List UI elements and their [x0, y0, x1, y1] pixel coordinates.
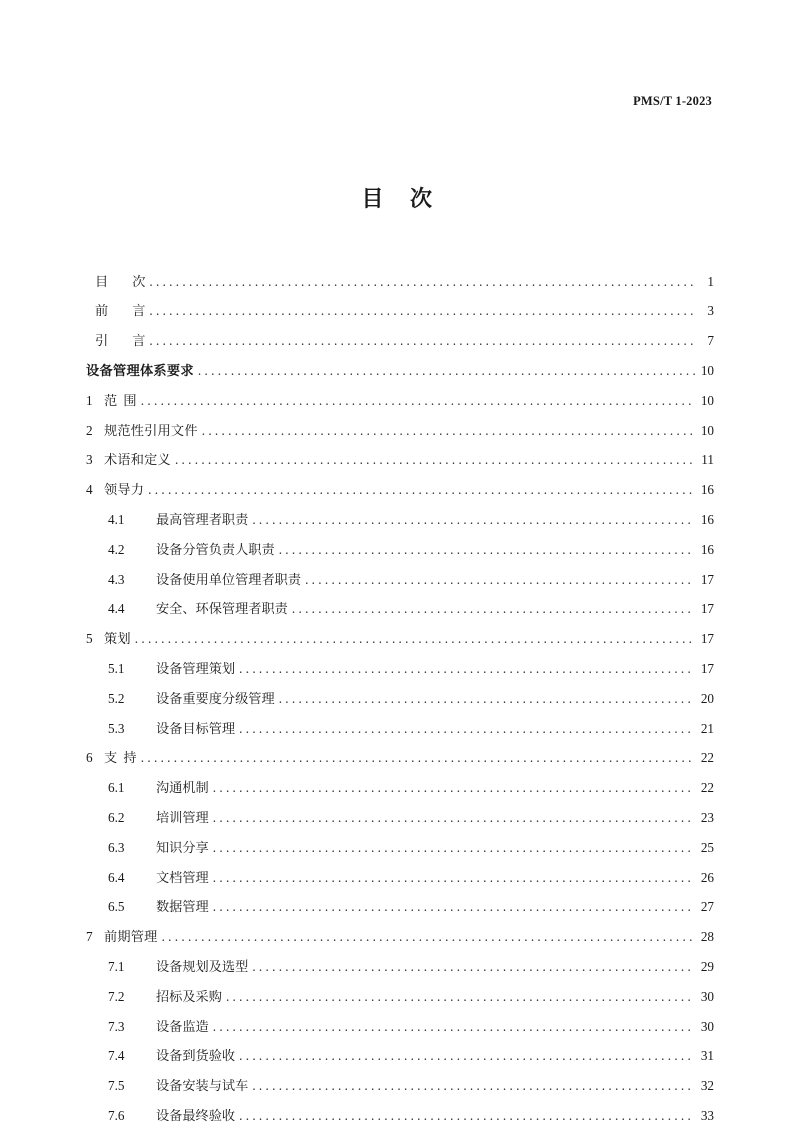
page-title: [0, 182, 794, 213]
toc-entry-page-number: 16: [700, 482, 714, 498]
toc-entry[interactable]: [86, 884, 714, 914]
toc-entry-page-number: 30: [700, 1018, 714, 1034]
toc-dot-leader: [292, 602, 695, 615]
toc-entry-number: 6.1: [108, 780, 125, 796]
toc-entry[interactable]: [86, 526, 714, 556]
toc-entry-label: 设备安装与试车: [156, 1078, 249, 1094]
toc-dot-leader: [135, 632, 695, 645]
toc-entry-label: 设备管理策划: [156, 660, 236, 676]
toc-entry-label-part-a: 前: [95, 303, 109, 319]
toc-entry-page-number: 16: [700, 511, 714, 527]
toc-dot-leader: [239, 662, 695, 675]
toc-entry-number: 5.3: [108, 720, 125, 736]
table-of-contents: [86, 258, 714, 1122]
toc-entry-number: 1: [86, 392, 93, 408]
toc-dot-leader: [239, 722, 695, 735]
toc-entry[interactable]: [86, 586, 714, 616]
toc-entry-label: 设备重要度分级管理: [156, 690, 275, 706]
toc-entry-label: [95, 304, 145, 317]
toc-entry[interactable]: [86, 943, 714, 973]
toc-entry-label-part-a: 目: [95, 273, 109, 289]
toc-entry-number: 7.1: [108, 958, 125, 974]
toc-dot-leader: [149, 304, 695, 317]
toc-entry-page-number: 22: [700, 780, 714, 796]
toc-entry-label-part-b: 持: [123, 750, 137, 766]
toc-entry-label: 设备管理体系要求: [86, 362, 194, 378]
toc-entry[interactable]: [86, 824, 714, 854]
toc-entry-label: 设备规划及选型: [156, 958, 249, 974]
toc-entry[interactable]: [86, 675, 714, 705]
toc-entry-page-number: 3: [707, 303, 714, 319]
toc-dot-leader: [279, 543, 695, 556]
toc-entry-label: 数据管理: [156, 899, 209, 915]
toc-entry-page-number: 32: [700, 1078, 714, 1094]
toc-dot-leader: [252, 1079, 695, 1092]
toc-entry-number: 6.2: [108, 809, 125, 825]
toc-entry-label: [104, 751, 137, 764]
toc-entry-label: 最高管理者职责: [156, 511, 249, 527]
toc-entry-page-number: 10: [700, 392, 714, 408]
toc-entry[interactable]: [86, 1003, 714, 1033]
toc-entry-page-number: 10: [700, 422, 714, 438]
toc-entry-page-number: 7: [707, 333, 714, 349]
toc-entry-page-number: 10: [700, 362, 714, 378]
toc-entry-page-number: 1: [707, 273, 714, 289]
toc-dot-leader: [141, 394, 695, 407]
toc-entry-number: 4.2: [108, 541, 125, 557]
toc-dot-leader: [226, 990, 695, 1003]
toc-entry-label: 策划: [104, 631, 131, 647]
toc-entry-label: 设备分管负责人职责: [156, 541, 275, 557]
toc-entry-number: 4: [86, 482, 93, 498]
toc-entry-page-number: 27: [700, 899, 714, 915]
toc-entry-label: 安全、环保管理者职责: [156, 601, 288, 617]
toc-entry-label-part-a: 引: [95, 333, 109, 349]
toc-entry-page-number: 23: [700, 809, 714, 825]
standard-code-header: PMS/T 1-2023: [633, 94, 712, 108]
toc-entry-number: 5.2: [108, 690, 125, 706]
toc-dot-leader: [148, 483, 695, 496]
toc-entry-label: 知识分享: [156, 839, 209, 855]
toc-entry-page-number: 28: [700, 929, 714, 945]
toc-entry-label: 前期管理: [104, 929, 158, 945]
toc-entry-number: 6.3: [108, 839, 125, 855]
toc-entry[interactable]: [86, 914, 714, 944]
toc-entry[interactable]: [86, 496, 714, 526]
toc-entry-number: 5.1: [108, 660, 125, 676]
toc-entry-label: 设备监造: [156, 1018, 209, 1034]
toc-entry-label: 文档管理: [156, 869, 209, 885]
toc-dot-leader: [162, 930, 695, 943]
toc-entry-page-number: 21: [700, 720, 714, 736]
toc-dot-leader: [141, 751, 695, 764]
toc-entry[interactable]: [86, 735, 714, 765]
toc-dot-leader: [239, 1049, 695, 1062]
toc-entry[interactable]: [86, 1092, 714, 1122]
toc-entry[interactable]: [86, 556, 714, 586]
toc-entry-number: 4.1: [108, 511, 125, 527]
toc-dot-leader: [149, 275, 695, 288]
toc-dot-leader: [149, 334, 695, 347]
toc-entry-label: 设备目标管理: [156, 720, 236, 736]
toc-entry-page-number: 25: [700, 839, 714, 855]
toc-entry[interactable]: [86, 258, 714, 288]
toc-entry-number: 5: [86, 631, 93, 647]
toc-entry[interactable]: [86, 437, 714, 467]
toc-entry[interactable]: [86, 407, 714, 437]
toc-dot-leader: [213, 781, 695, 794]
toc-entry[interactable]: [86, 765, 714, 795]
toc-entry-label: 沟通机制: [156, 780, 209, 796]
toc-entry-page-number: 26: [700, 869, 714, 885]
toc-entry[interactable]: [86, 705, 714, 735]
page-title-char-2: 次: [410, 186, 433, 211]
toc-dot-leader: [213, 1020, 695, 1033]
toc-dot-leader: [213, 841, 695, 854]
toc-entry-label: [95, 275, 145, 288]
page-title-char-1: 目: [361, 186, 384, 211]
toc-entry[interactable]: [86, 1033, 714, 1063]
toc-entry-number: 7.3: [108, 1018, 125, 1034]
toc-entry[interactable]: [86, 467, 714, 497]
toc-entry-number: 4.3: [108, 571, 125, 587]
toc-dot-leader: [213, 811, 695, 824]
toc-dot-leader: [175, 453, 695, 466]
toc-entry[interactable]: [86, 794, 714, 824]
toc-entry-number: 4.4: [108, 601, 125, 617]
toc-entry-number: 6.4: [108, 869, 125, 885]
toc-entry[interactable]: [86, 616, 714, 646]
toc-dot-leader: [252, 960, 695, 973]
toc-dot-leader: [202, 424, 695, 437]
toc-entry-number: 7.6: [108, 1107, 125, 1123]
toc-entry[interactable]: [86, 318, 714, 348]
toc-entry-label: [104, 394, 137, 407]
toc-entry-label: 设备到货验收: [156, 1048, 236, 1064]
toc-entry[interactable]: [86, 288, 714, 318]
toc-dot-leader: [213, 900, 695, 913]
toc-entry-page-number: 17: [700, 601, 714, 617]
toc-dot-leader: [305, 573, 695, 586]
toc-entry[interactable]: [86, 347, 714, 377]
toc-dot-leader: [239, 1109, 695, 1122]
toc-entry-label-part-a: 支: [104, 750, 118, 766]
toc-entry-label: 培训管理: [156, 809, 209, 825]
toc-entry-label: 领导力: [104, 482, 145, 498]
toc-entry-page-number: 20: [700, 690, 714, 706]
toc-entry-label-part-a: 范: [104, 392, 118, 408]
toc-entry-page-number: 11: [701, 452, 714, 468]
toc-entry[interactable]: [86, 973, 714, 1003]
toc-entry-number: 6.5: [108, 899, 125, 915]
toc-entry-page-number: 17: [700, 660, 714, 676]
toc-dot-leader: [198, 364, 695, 377]
toc-entry-label: 术语和定义: [104, 452, 171, 468]
toc-entry-label-part-b: 围: [123, 392, 137, 408]
toc-entry[interactable]: [86, 377, 714, 407]
toc-entry-number: 7.4: [108, 1048, 125, 1064]
toc-dot-leader: [252, 513, 695, 526]
toc-entry-page-number: 30: [700, 988, 714, 1004]
toc-entry-label: [95, 334, 145, 347]
toc-entry-number: 7.5: [108, 1078, 125, 1094]
toc-dot-leader: [213, 871, 695, 884]
toc-entry-number: 2: [86, 422, 93, 438]
toc-entry-label-part-b: 次: [132, 273, 146, 289]
toc-entry-page-number: 17: [700, 631, 714, 647]
toc-entry[interactable]: [86, 1063, 714, 1093]
toc-entry-label: 设备使用单位管理者职责: [156, 571, 302, 587]
toc-entry-page-number: 22: [700, 750, 714, 766]
toc-entry-label: 设备最终验收: [156, 1107, 236, 1123]
toc-entry-number: 3: [86, 452, 93, 468]
toc-entry-page-number: 29: [700, 958, 714, 974]
toc-entry-page-number: 17: [700, 571, 714, 587]
toc-entry-label: 规范性引用文件: [104, 422, 198, 438]
toc-entry-page-number: 33: [700, 1107, 714, 1123]
toc-entry-page-number: 16: [700, 541, 714, 557]
toc-entry[interactable]: [86, 854, 714, 884]
toc-entry-label-part-b: 言: [132, 333, 146, 349]
toc-entry[interactable]: [86, 645, 714, 675]
toc-entry-label-part-b: 言: [132, 303, 146, 319]
toc-entry-label: 招标及采购: [156, 988, 222, 1004]
toc-entry-page-number: 31: [700, 1048, 714, 1064]
toc-entry-number: 6: [86, 750, 93, 766]
toc-entry-number: 7: [86, 929, 93, 945]
toc-dot-leader: [279, 692, 695, 705]
toc-entry-number: 7.2: [108, 988, 125, 1004]
